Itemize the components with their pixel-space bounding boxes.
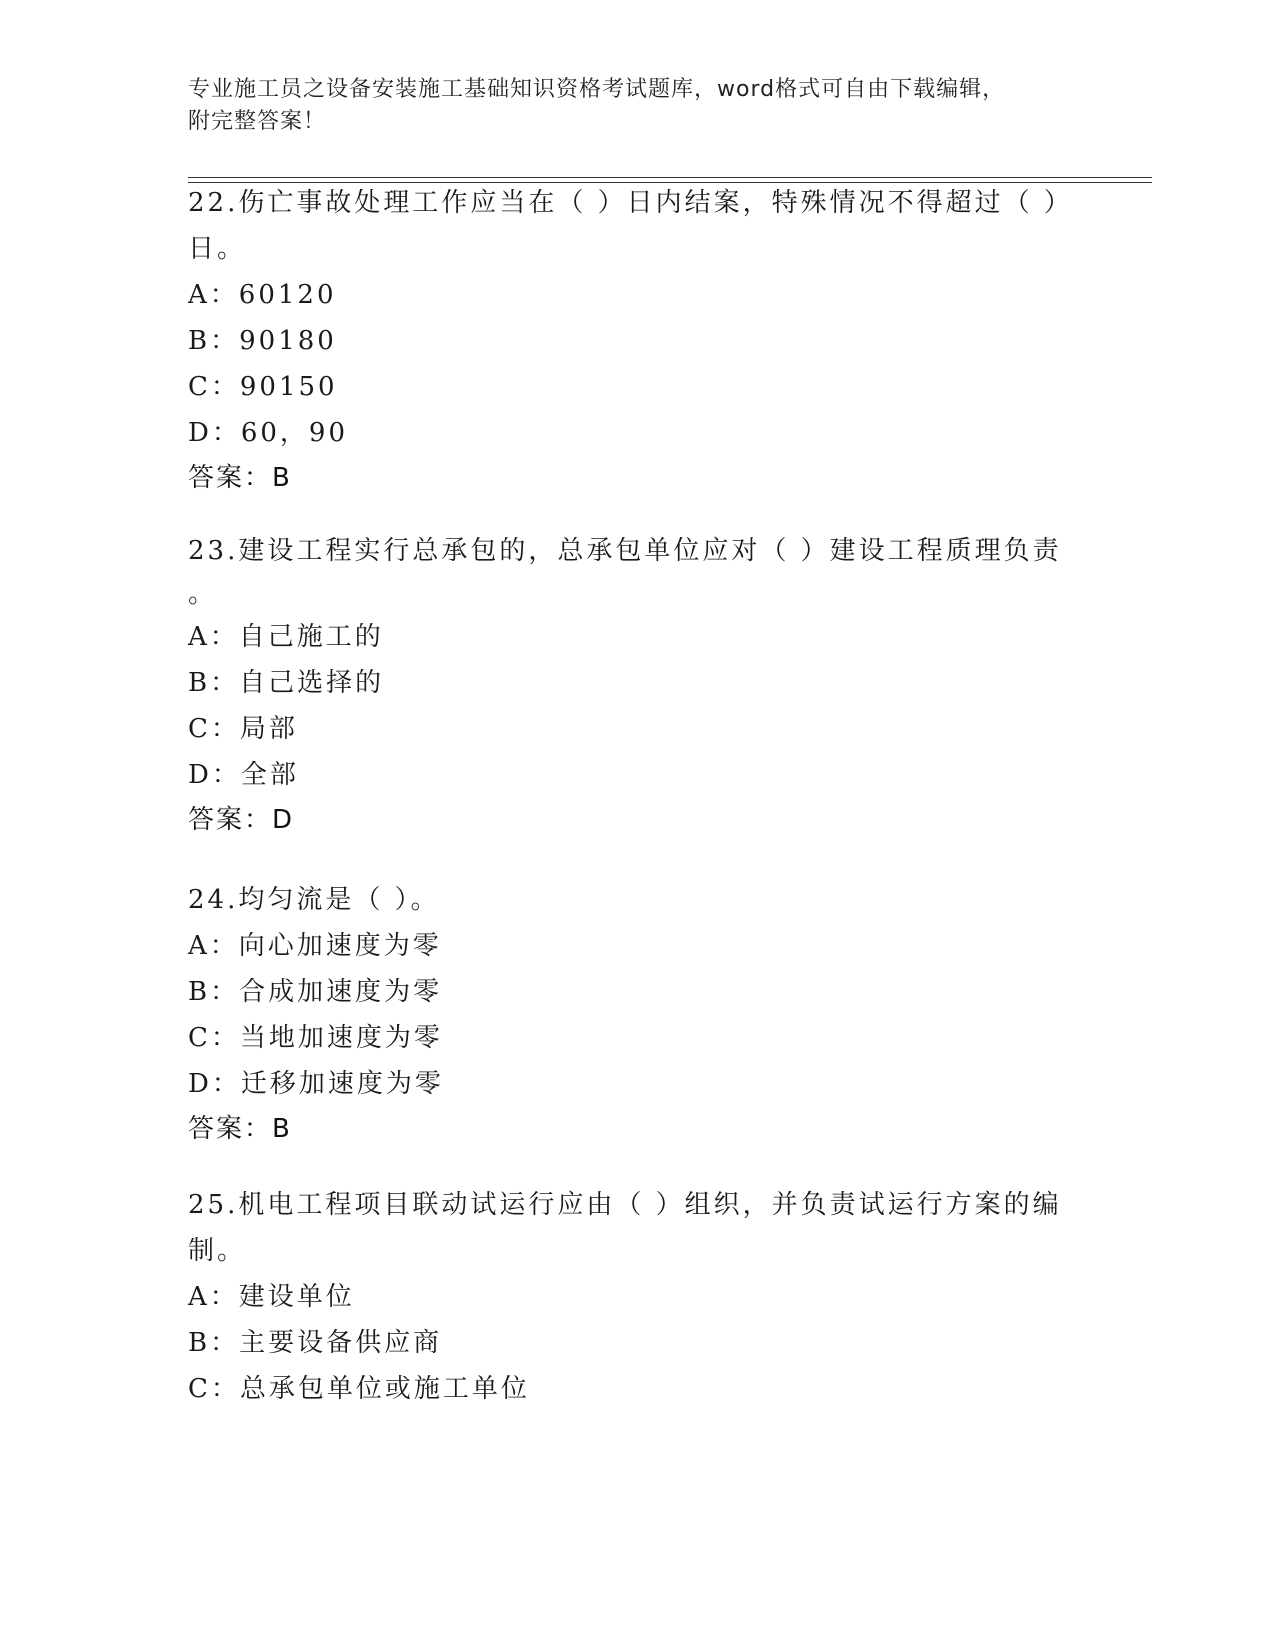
question-stem-line: 。: [188, 579, 218, 609]
option-b: B：90180: [188, 326, 337, 356]
option-b: B：自己选择的: [188, 668, 385, 698]
question-stem-line: 25.机电工程项目联动试运行应由（ ）组织，并负责试运行方案的编: [188, 1190, 1062, 1220]
option-c: C：当地加速度为零: [188, 1023, 443, 1053]
option-c: C：90150: [188, 372, 338, 402]
option-c: C：局部: [188, 714, 298, 744]
question-stem-line: 24.均匀流是（ ）。: [188, 885, 440, 915]
answer-line: 答案：B: [188, 463, 292, 493]
header-line-1: 专业施工员之设备安装施工基础知识资格考试题库，word格式可自由下载编辑，: [188, 77, 1006, 102]
question-22: [188, 180, 1088, 500]
question-24: [188, 877, 1088, 1151]
question-stem-line: 日。: [188, 234, 247, 264]
header-line-2: 附完整答案！: [188, 109, 327, 134]
answer-line: 答案：B: [188, 1114, 292, 1144]
question-stem-line: 23.建设工程实行总承包的，总承包单位应对（ ）建设工程质理负责: [188, 536, 1062, 566]
option-d: D：迁移加速度为零: [188, 1069, 444, 1099]
option-a: A：向心加速度为零: [188, 931, 442, 961]
option-d: D：全部: [188, 760, 299, 790]
question-23: [188, 528, 1088, 842]
question-stem-line: 制。: [188, 1236, 247, 1266]
question-25: [188, 1182, 1088, 1412]
document-header: [188, 74, 1068, 138]
option-b: B：合成加速度为零: [188, 977, 443, 1007]
answer-line: 答案：D: [188, 805, 295, 835]
option-d: D：60，90: [188, 418, 349, 448]
header-divider-top: [188, 177, 1152, 178]
option-a: A：60120: [188, 280, 337, 310]
option-a: A：建设单位: [188, 1282, 355, 1312]
option-a: A：自己施工的: [188, 622, 384, 652]
option-b: B：主要设备供应商: [188, 1328, 443, 1358]
option-c: C：总承包单位或施工单位: [188, 1374, 530, 1404]
question-stem-line: 22.伤亡事故处理工作应当在（ ）日内结案，特殊情况不得超过（ ）: [188, 188, 1073, 218]
